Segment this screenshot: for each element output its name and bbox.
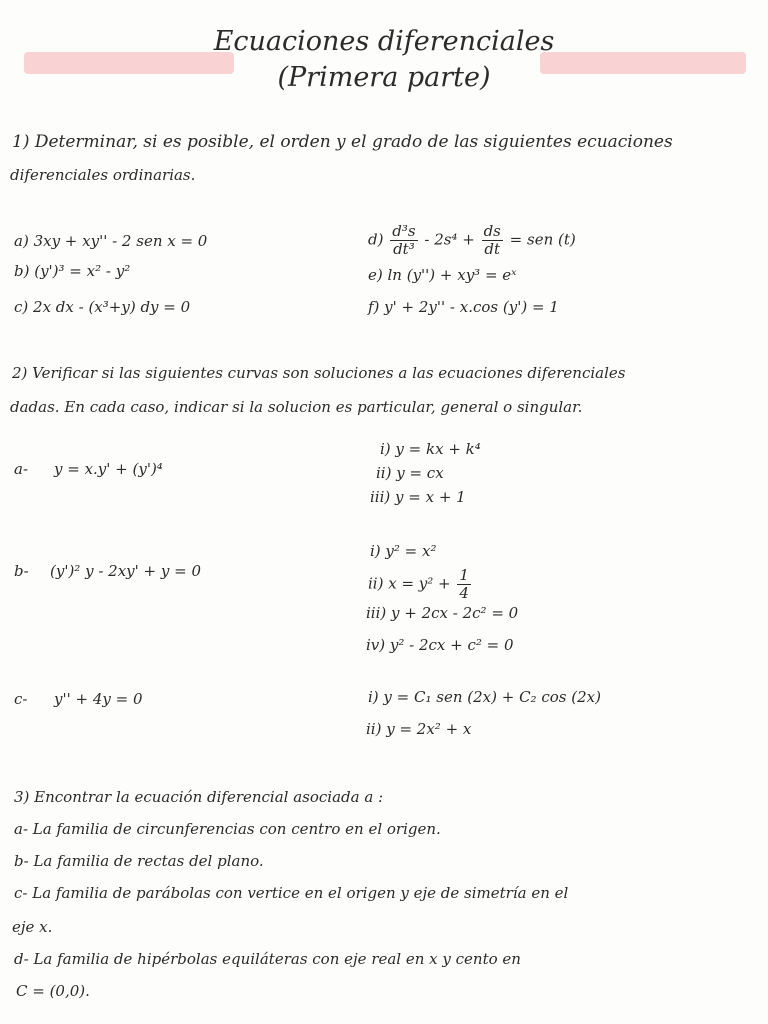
ex2-c-ii: ii) y = 2x² + x xyxy=(366,720,472,738)
ex1-item-f: f) y' + 2y'' - x.cos (y') = 1 xyxy=(368,298,559,316)
ex3-item-d-line1: d- La familia de hipérbolas equiláteras con eje real en x y cento en xyxy=(14,950,521,968)
ex2-b-equation: (y')² y - 2xy' + y = 0 xyxy=(50,562,201,580)
ex2-b-ii xyxy=(368,568,473,601)
page-title: Ecuaciones diferenciales xyxy=(213,26,555,57)
ex1-item-d xyxy=(368,224,576,257)
ex2-b-ii-text: ii) x = y² + xyxy=(368,574,451,593)
ex1-d-label: d) xyxy=(368,230,384,249)
ex2-intro-line1: 2) Verificar si las siguientes curvas son soluciones a las ecuaciones diferenciales xyxy=(12,364,626,382)
ex1-item-c: c) 2x dx - (x³+y) dy = 0 xyxy=(14,298,191,316)
ex1-d-den2: dt xyxy=(484,240,501,258)
ex2-b-label: b- xyxy=(14,562,29,580)
ex2-a-label: a- xyxy=(14,460,29,478)
ex1-item-a: a) 3xy + xy'' - 2 sen x = 0 xyxy=(14,232,208,250)
ex2-b-ii-num: 1 xyxy=(459,566,469,584)
ex2-a-iii: iii) y = x + 1 xyxy=(370,488,466,506)
ex2-c-label: c- xyxy=(14,690,28,708)
ex1-d-mid: - 2s⁴ + xyxy=(424,230,475,249)
ex2-a-equation: y = x.y' + (y')⁴ xyxy=(54,460,163,478)
ex2-c-i: i) y = C₁ sen (2x) + C₂ cos (2x) xyxy=(368,688,601,706)
ex3-item-c-line1: c- La familia de parábolas con vertice en el origen y eje de simetría en el xyxy=(14,884,569,902)
ex1-intro-line1: 1) Determinar, si es posible, el orden y el grado de las siguientes ecuaciones xyxy=(12,132,673,152)
ex2-b-i: i) y² = x² xyxy=(370,542,437,560)
ex1-d-end: = sen (t) xyxy=(509,230,576,249)
ex3-item-c-line2: eje x. xyxy=(12,918,53,936)
ex3-item-b: b- La familia de rectas del plano. xyxy=(14,852,264,870)
ex2-a-i: i) y = kx + k⁴ xyxy=(380,440,481,458)
ex2-intro-line2: dadas. En cada caso, indicar si la solucion es particular, general o singular. xyxy=(10,398,583,416)
ex1-d-num1: d³s xyxy=(392,222,416,240)
ex1-d-den1: dt³ xyxy=(393,240,415,258)
ex1-item-e: e) ln (y'') + xy³ = eˣ xyxy=(368,266,517,284)
ex2-b-iii: iii) y + 2cx - 2c² = 0 xyxy=(366,604,519,622)
ex3-item-d-line2: C = (0,0). xyxy=(16,982,90,1000)
ex1-item-b: b) (y')³ = x² - y² xyxy=(14,262,131,280)
page-subtitle: (Primera parte) xyxy=(277,62,491,93)
ex3-item-a: a- La familia de circunferencias con centro en el origen. xyxy=(14,820,441,838)
ex1-d-frac2 xyxy=(482,224,503,257)
ex2-c-equation: y'' + 4y = 0 xyxy=(54,690,143,708)
ex3-intro: 3) Encontrar la ecuación diferencial asociada a : xyxy=(14,788,384,806)
ex2-a-ii: ii) y = cx xyxy=(376,464,444,482)
ex1-intro-line2: diferenciales ordinarias. xyxy=(10,166,196,184)
ex2-b-ii-frac xyxy=(457,568,471,601)
ex2-b-ii-den: 4 xyxy=(459,584,469,602)
ex1-d-frac1 xyxy=(390,224,417,257)
ex1-d-num2: ds xyxy=(483,222,501,240)
ex2-b-iv: iv) y² - 2cx + c² = 0 xyxy=(366,636,514,654)
